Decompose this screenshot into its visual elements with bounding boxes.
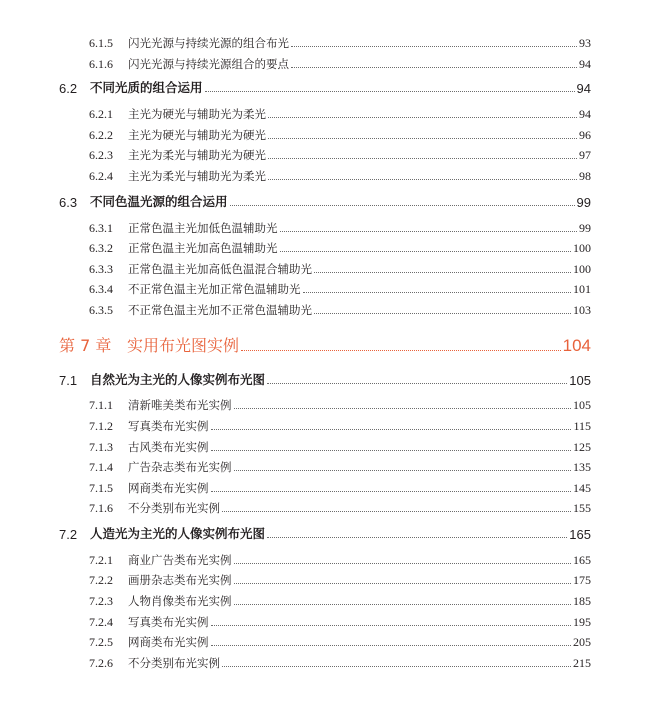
entry-number: 6.3.5 (89, 303, 113, 317)
entry-title: 不分类别布光实例 (128, 501, 220, 515)
section-page: 105 (569, 373, 591, 388)
entry-page: 115 (573, 419, 591, 433)
entry-title: 不正常色温主光加正常色温辅助光 (128, 282, 301, 296)
section-number: 6.3 (59, 195, 78, 210)
entry-page: 99 (579, 221, 591, 235)
dot-leader (211, 645, 572, 646)
entry-title: 正常色温主光加高低色温混合辅助光 (128, 262, 312, 276)
entry-title: 写真类布光实例 (128, 419, 209, 433)
entry-number: 7.2.3 (89, 594, 113, 608)
toc-entry-7-2-6[interactable] (89, 655, 591, 671)
section-page: 165 (569, 527, 591, 542)
dot-leader (268, 117, 577, 118)
entry-number: 7.1.4 (89, 460, 113, 474)
toc-section-7-2[interactable] (59, 524, 591, 542)
toc-entry-7-2-5[interactable] (89, 634, 591, 650)
entry-title: 正常色温主光加低色温辅助光 (128, 221, 278, 235)
entry-number: 7.2.1 (89, 553, 113, 567)
dot-leader (222, 666, 571, 667)
dot-leader (234, 604, 572, 605)
dot-leader (230, 205, 575, 206)
dot-leader (268, 158, 577, 159)
section-title: 不同光质的组合运用 (90, 80, 203, 95)
entry-number: 7.1.2 (89, 419, 113, 433)
section-title: 自然光为主光的人像实例布光图 (90, 372, 266, 387)
dot-leader (280, 231, 578, 232)
entry-number: 7.1.5 (89, 481, 113, 495)
entry-page: 205 (573, 635, 591, 649)
entry-page: 96 (579, 128, 591, 142)
toc-entry-7-1-3[interactable] (89, 439, 591, 455)
section-title: 不同色温光源的组合运用 (90, 194, 228, 209)
entry-number: 6.1.5 (89, 36, 113, 50)
entry-title: 人物肖像类布光实例 (128, 594, 232, 608)
dot-leader (268, 138, 577, 139)
entry-number: 6.2.1 (89, 107, 113, 121)
entry-number: 6.3.2 (89, 241, 113, 255)
entry-page: 195 (573, 615, 591, 629)
toc-entry-7-2-2[interactable] (89, 572, 591, 588)
toc-entry-7-1-2[interactable] (89, 418, 591, 434)
dot-leader (267, 383, 567, 384)
entry-title: 广告杂志类布光实例 (128, 460, 232, 474)
entry-number: 7.1.3 (89, 440, 113, 454)
toc-entry-7-2-1[interactable] (89, 552, 591, 568)
entry-number: 6.3.3 (89, 262, 113, 276)
entry-number: 6.3.4 (89, 282, 113, 296)
entry-title: 不分类别布光实例 (128, 656, 220, 670)
entry-page: 145 (573, 481, 591, 495)
dot-leader (234, 583, 572, 584)
dot-leader (211, 450, 572, 451)
entry-number: 7.1.6 (89, 501, 113, 515)
toc-entry-6-2-3[interactable] (89, 147, 591, 163)
dot-leader (291, 67, 577, 68)
dot-leader (234, 408, 572, 409)
section-title: 人造光为主光的人像实例布光图 (90, 526, 266, 541)
dot-leader (291, 46, 577, 47)
dot-leader (268, 179, 577, 180)
entry-title: 主光为硬光与辅助光为柔光 (128, 107, 266, 121)
entry-page: 215 (573, 656, 591, 670)
entry-page: 175 (573, 573, 591, 587)
entry-title: 主光为硬光与辅助光为硬光 (128, 128, 266, 142)
dot-leader (211, 429, 572, 430)
entry-page: 105 (573, 398, 591, 412)
entry-title: 正常色温主光加高色温辅助光 (128, 241, 278, 255)
toc-entry-6-3-5[interactable] (89, 302, 591, 318)
toc-entry-6-2-1[interactable] (89, 106, 591, 122)
chapter-page: 104 (562, 336, 591, 355)
toc-entry-6-1-6[interactable] (89, 56, 591, 72)
section-page: 94 (576, 81, 591, 96)
section-number: 6.2 (59, 81, 78, 96)
entry-page: 100 (573, 241, 591, 255)
entry-page: 165 (573, 553, 591, 567)
entry-page: 94 (579, 107, 591, 121)
toc-chapter-7[interactable] (59, 334, 591, 356)
toc-entry-7-1-4[interactable] (89, 459, 591, 475)
entry-page: 98 (579, 169, 591, 183)
entry-number: 6.3.1 (89, 221, 113, 235)
dot-leader (241, 350, 561, 351)
entry-number: 7.2.2 (89, 573, 113, 587)
entry-title: 清新唯美类布光实例 (128, 398, 232, 412)
entry-title: 网商类布光实例 (128, 481, 209, 495)
entry-title: 主光为柔光与辅助光为硬光 (128, 148, 266, 162)
toc-section-6-3[interactable] (59, 192, 591, 210)
entry-title: 闪光光源与持续光源组合的要点 (128, 57, 289, 71)
entry-title: 主光为柔光与辅助光为柔光 (128, 169, 266, 183)
toc-entry-7-2-4[interactable] (89, 614, 591, 630)
entry-page: 94 (579, 57, 591, 71)
dot-leader (303, 292, 572, 293)
dot-leader (222, 511, 571, 512)
entry-number: 6.1.6 (89, 57, 113, 71)
toc-entry-6-3-1[interactable] (89, 220, 591, 236)
dot-leader (211, 625, 572, 626)
dot-leader (314, 313, 571, 314)
section-number: 7.2 (59, 527, 78, 542)
toc-entry-6-2-2[interactable] (89, 127, 591, 143)
entry-number: 6.2.2 (89, 128, 113, 142)
entry-title: 不正常色温主光加不正常色温辅助光 (128, 303, 312, 317)
entry-title: 网商类布光实例 (128, 635, 209, 649)
entry-title: 古风类布光实例 (128, 440, 209, 454)
entry-number: 7.2.4 (89, 615, 113, 629)
dot-leader (280, 251, 572, 252)
dot-leader (314, 272, 571, 273)
dot-leader (267, 537, 567, 538)
toc-entry-6-3-4[interactable] (89, 281, 591, 297)
entry-page: 93 (579, 36, 591, 50)
dot-leader (234, 470, 572, 471)
entry-page: 155 (573, 501, 591, 515)
toc-entry-6-3-2[interactable] (89, 240, 591, 256)
toc-entry-7-1-6[interactable] (89, 500, 591, 516)
entry-title: 商业广告类布光实例 (128, 553, 232, 567)
entry-number: 7.1.1 (89, 398, 113, 412)
entry-page: 135 (573, 460, 591, 474)
entry-page: 125 (573, 440, 591, 454)
toc-entry-7-1-5[interactable] (89, 480, 591, 496)
section-number: 7.1 (59, 373, 78, 388)
dot-leader (234, 563, 572, 564)
entry-title: 闪光光源与持续光源的组合布光 (128, 36, 289, 50)
entry-title: 画册杂志类布光实例 (128, 573, 232, 587)
toc-entry-7-2-3[interactable] (89, 593, 591, 609)
entry-page: 101 (573, 282, 591, 296)
toc-entry-6-1-5[interactable] (89, 35, 591, 51)
entry-title: 写真类布光实例 (128, 615, 209, 629)
entry-page: 100 (573, 262, 591, 276)
dot-leader (205, 91, 575, 92)
dot-leader (211, 491, 572, 492)
entry-number: 6.2.4 (89, 169, 113, 183)
entry-number: 7.2.5 (89, 635, 113, 649)
toc-entry-6-3-3[interactable] (89, 261, 591, 277)
toc-section-7-1[interactable] (59, 370, 591, 388)
toc-section-6-2[interactable] (59, 78, 591, 96)
entry-page: 103 (573, 303, 591, 317)
section-page: 99 (576, 195, 591, 210)
entry-page: 185 (573, 594, 591, 608)
chapter-title: 实用布光图实例 (127, 336, 240, 355)
toc-entry-7-1-1[interactable] (89, 397, 591, 413)
entry-page: 97 (579, 148, 591, 162)
chapter-number: 第 7 章 (59, 336, 112, 355)
toc-entry-6-2-4[interactable] (89, 168, 591, 184)
entry-number: 6.2.3 (89, 148, 113, 162)
entry-number: 7.2.6 (89, 656, 113, 670)
